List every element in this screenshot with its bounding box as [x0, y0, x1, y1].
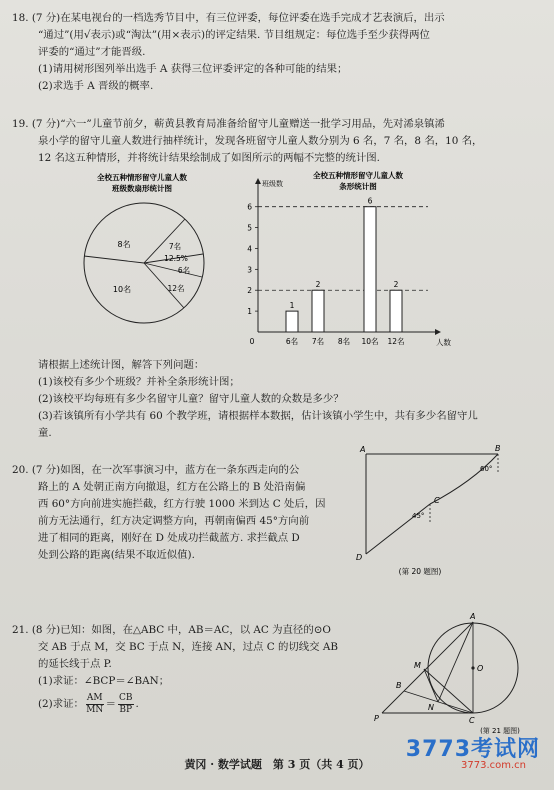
pie-label-percent: 12.5%: [164, 254, 188, 263]
pie-label-8: 8名: [117, 240, 131, 249]
q21-line: 的延长线于点 P.: [38, 658, 112, 670]
q21-line: 21. (8 分)已知：如图，在△ABC 中，AB＝AC，以 AC 为直径的⊙O: [12, 624, 331, 636]
q19-sub-2: (2)该校平均每班有多少名留守儿童？留守儿童人数的众数是多少？: [38, 393, 344, 405]
pie-title-line2: 班级数扇形统计图: [112, 184, 172, 193]
q18-sub-2: (2)求选手 A 晋级的概率.: [38, 80, 154, 92]
angle-45: 45°: [412, 512, 425, 520]
label-O: O: [477, 664, 484, 673]
label-D: D: [356, 553, 363, 562]
y-tick-label: 3: [247, 265, 252, 275]
q18-line: 18. (7 分)在某电视台的一档选秀节目中，有三位评委，每位评委在选手完成才艺表演后，出示: [12, 12, 445, 24]
x-tick-label: 10名: [361, 337, 379, 346]
pie-label-6: 6名: [177, 266, 191, 275]
frac-numerator: CB: [119, 692, 133, 703]
pie-label-10: 10名: [112, 285, 132, 294]
x-axis-label: 人数: [436, 338, 451, 347]
watermark-logo: 3773考试网: [405, 737, 540, 762]
question-19-parts: [12, 357, 544, 442]
question-21: [12, 622, 372, 718]
line-BC: [404, 691, 473, 713]
origin-label: 0: [249, 337, 255, 346]
fraction-cb-bp: [118, 693, 134, 716]
q20-line: 西 60°方向前进实施拦截，红方行驶 1000 米到达 C 处后，因: [38, 498, 326, 510]
label-N: N: [428, 703, 434, 712]
x-tick-label: 6名: [285, 337, 299, 346]
y-tick-label: 2: [247, 286, 252, 296]
q18-line: “通过”(用√表示)或“淘汰”(用×表示)的评定结果. 节目组规定：每位选手至少获得两位: [38, 29, 430, 41]
path-BC: [430, 454, 498, 504]
bar-value-label: 1: [289, 301, 295, 311]
angle-60: 60°: [480, 465, 493, 473]
q19-sub-3: (3)若该镇所有小学共有 60 个教学班，请根据样本数据，估计该镇小学生中，共有多少名留守儿: [38, 410, 478, 422]
bar: [390, 290, 402, 332]
bar-chart-figure: [240, 170, 460, 350]
x-tick-label: 12名: [387, 337, 405, 346]
center-O-dot: [471, 666, 474, 669]
frac-denominator: BP: [119, 704, 133, 715]
q18-line: 评委的“通过”才能晋级.: [38, 46, 146, 58]
bar-value-label: 6: [367, 196, 373, 206]
label-P: P: [374, 714, 379, 723]
frac-denominator: MN: [86, 704, 104, 715]
watermark-url: 3773.com.cn: [461, 760, 526, 771]
pie-slice-divider: [144, 263, 202, 277]
label-B: B: [396, 681, 402, 690]
x-axis-arrow: [435, 329, 441, 335]
x-tick-label: 8名: [337, 337, 351, 346]
label-C: C: [469, 716, 475, 725]
equals-sign: ＝: [105, 697, 116, 710]
q21-figure: [370, 606, 530, 736]
pie-label-12: 12名: [167, 284, 185, 293]
pie-title-line1: 全校五种情形留守儿童人数: [97, 173, 187, 182]
q20-line: 处到公路的距离(结果不取近似值).: [38, 549, 195, 561]
q18-sub-1: (1)请用树形图列举出选手 A 获得三位评委评定的各种可能的结果；: [38, 63, 348, 75]
label-B: B: [495, 444, 501, 453]
q21-line: 交 AB 于点 M，交 BC 于点 N，连接 AN，过点 C 的切线交 AB: [38, 641, 339, 653]
pie-slice-divider: [84, 256, 144, 263]
q19-prompt: 请根据上述统计图，解答下列问题：: [38, 359, 205, 371]
question-20: [12, 462, 362, 564]
q20-line: 进了相同的距离，刚好在 D 处成功拦截蓝方. 求拦截点 D: [38, 532, 300, 544]
y-tick-label: 6: [247, 202, 252, 212]
frac-end: .: [135, 697, 139, 710]
line-MN: [424, 669, 438, 702]
bar-chart-title-line1: 全校五种情形留守儿童人数: [313, 171, 403, 180]
q20-figure: [352, 442, 512, 582]
bar: [286, 311, 298, 332]
y-axis-arrow: [255, 178, 261, 184]
bar: [364, 207, 376, 332]
q20-line: 前方无法通行，红方决定调整方向，再朝南偏西 45°方向前: [38, 515, 310, 527]
bar: [312, 290, 324, 332]
q19-line: 12 名这五种情形，并将统计结果绘制成了如图所示的两幅不完整的统计图.: [38, 152, 380, 164]
q21-caption: (第 21 题图): [480, 727, 520, 735]
line-BP: [382, 691, 404, 713]
y-tick-label: 4: [247, 244, 252, 254]
page-footer: 黄冈 · 数学试题 第 3 页（共 4 页）: [184, 758, 370, 771]
q20-caption: (第 20 题图): [398, 567, 442, 576]
label-M: M: [414, 661, 421, 670]
label-C: C: [434, 496, 440, 505]
line-AB: [404, 622, 473, 691]
fraction-am-mn: [86, 693, 104, 716]
q19-line: 19. (7 分)“六一”儿童节前夕，蕲黄县教育局准备给留守儿童赠送一批学习用品，先对浠泉镇浠: [12, 118, 445, 130]
q21-sub-2-prefix: (2)求证：: [38, 697, 84, 710]
y-tick-label: 1: [247, 307, 252, 317]
y-axis-label: 班级数: [262, 180, 283, 188]
q19-sub-1: (1)该校有多少个班级？并补全条形统计图；: [38, 376, 240, 388]
frac-numerator: AM: [86, 692, 103, 703]
question-18: [12, 10, 544, 95]
bar-value-label: 2: [315, 280, 321, 290]
q19-sub-3-cont: 童.: [38, 427, 52, 439]
bar-chart-title-line2: 条形统计图: [339, 182, 377, 191]
question-19: [12, 116, 544, 167]
pie-chart-figure: [52, 170, 232, 330]
q21-sub-1: (1)求证：∠BCP＝∠BAN；: [38, 675, 170, 687]
q19-line: 泉小学的留守儿童人数进行抽样统计，发现各班留守儿童人数分别为 6 名，7 名，8 名，10 名，: [38, 135, 483, 147]
label-A: A: [470, 612, 476, 621]
q20-line: 20. (7 分)如图，在一次军事演习中，蓝方在一条东西走向的公: [12, 464, 300, 476]
x-tick-label: 7名: [311, 337, 325, 346]
bar-value-label: 2: [393, 280, 399, 290]
label-A: A: [360, 445, 366, 454]
y-tick-label: 5: [247, 223, 252, 233]
q20-line: 路上的 A 处朝正南方向撤退，红方在公路上的 B 处沿南偏: [38, 481, 306, 493]
pie-label-7: 7名: [168, 242, 182, 251]
q21-sub-2: [12, 690, 372, 718]
